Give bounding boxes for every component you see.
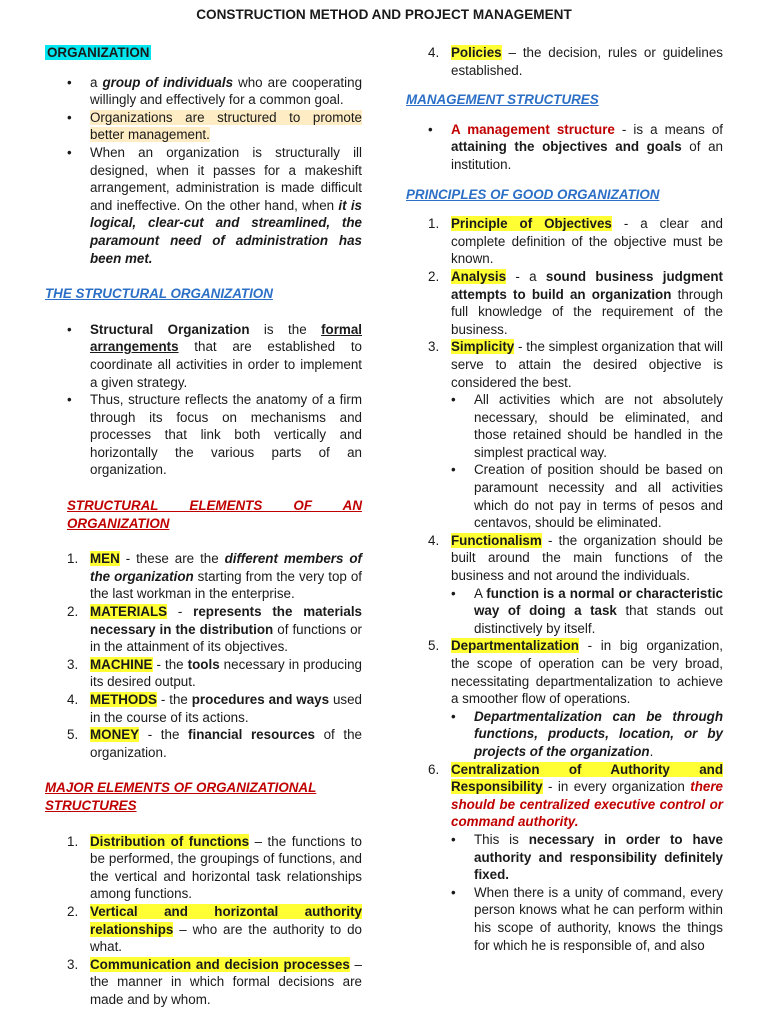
bullet-icon: • — [67, 392, 72, 408]
list-item: 4. Functionalism - the organization should be built around the main functions of the business and not around the individuals. — [428, 532, 723, 584]
simplicity-sub-bullets — [406, 391, 723, 532]
list-item: • Structural Organization is the formal arrangements that are established to coordinate all activities in order to implement a given strategy. — [67, 321, 362, 390]
right-column — [406, 44, 723, 954]
section-heading-principles: PRINCIPLES OF GOOD ORGANIZATION — [406, 186, 660, 202]
section-heading-major-elements: MAJOR ELEMENTS OF ORGANIZATIONAL STRUCTURES — [45, 780, 317, 813]
major-elements-list — [45, 833, 362, 1009]
section-heading-structural-elements: STRUCTURAL ELEMENTS OF AN ORGANIZATION — [67, 498, 362, 531]
section-heading-management-structures: MANAGEMENT STRUCTURES — [406, 92, 599, 108]
list-item: 6. Centralization of Authority and Responsibility - in every organization there should be centralized executive control or command authority. — [428, 761, 723, 830]
list-item: • A management structure - is a means of attaining the objectives and goals of an institution. — [428, 121, 723, 172]
section-heading-structural-organization: THE STRUCTURAL ORGANIZATION — [45, 286, 273, 302]
list-item: • a group of individuals who are cooperating willingly and effectively for a common goal. — [67, 74, 363, 108]
bullet-icon: • — [67, 109, 72, 125]
left-column — [45, 44, 362, 1009]
section-heading-organization: ORGANIZATION — [47, 45, 150, 60]
list-item: 1. MEN - these are the different members of the organization starting from the very top of the last workman in the enterprise. — [67, 551, 363, 602]
bullet-icon: • — [451, 831, 456, 847]
list-item: 4. Policies – the decision, rules or guidelines established. — [428, 45, 723, 78]
departmentalization-sub-bullets — [406, 708, 723, 761]
list-item: 2. MATERIALS - represents the materials necessary in the distribution of functions or in the attainment of its objectives. — [67, 604, 362, 655]
list-item: 2. Vertical and horizontal authority relationships – who are the authority to do what. — [67, 903, 362, 955]
principles-list — [406, 215, 723, 391]
management-structures-bullets — [406, 121, 723, 174]
list-item: 3. Communication and decision processes – the manner in which formal decisions are made and by whom. — [67, 956, 363, 1007]
bullet-icon: • — [428, 121, 433, 137]
centralization-sub-bullets — [406, 831, 723, 954]
list-item: • Organizations are structured to promote better management. — [67, 109, 362, 143]
list-item: • All activities which are not absolutely necessary, should be eliminated, and those retained should be handled in the simplest practical way. — [451, 392, 723, 460]
list-item: 1. Principle of Objectives - a clear and complete definition of the objective must be known. — [428, 216, 723, 267]
list-item: • A function is a normal or characteristic way of doing a task that stands out distinctively by itself. — [451, 585, 723, 636]
bullet-icon: • — [67, 144, 72, 160]
organization-bullets — [45, 74, 362, 268]
bullet-icon: • — [451, 392, 456, 408]
list-item: 4. METHODS - the procedures and ways used in the course of its actions. — [67, 692, 362, 725]
structural-organization-bullets — [45, 321, 362, 479]
list-item: 3. Simplicity - the simplest organization that will serve to attain the desired objective is considered the best. — [428, 339, 723, 390]
list-item: 5. Departmentalization - in big organization, the scope of operation can be very broad, necessitating departmentalization to achieve a smoother flow of operations. — [428, 638, 723, 707]
list-item: • When an organization is structurally ill designed, when it passes for a makeshift arrangement, administration is made difficult and ineffective. On the other hand, when it is logical, clear-cut and streamlined, the paramount need of administration has been met. — [67, 144, 362, 266]
list-item: • When there is a unity of command, every person knows what he can perform within his scope of authority, knows the things for which he is responsible of, and also — [451, 884, 723, 953]
list-item: 5. MONEY - the financial resources of the organization. — [67, 727, 362, 760]
list-item: • Departmentalization can be through functions, products, location, or by projects of the organization. — [451, 708, 723, 759]
list-item: 3. MACHINE - the tools necessary in producing its desired output. — [67, 656, 362, 690]
functionalism-sub-bullets — [406, 585, 723, 638]
bullet-icon: • — [451, 585, 456, 601]
structural-elements-list — [45, 550, 362, 761]
bullet-icon: • — [451, 884, 456, 900]
major-elements-list-continued — [406, 44, 723, 79]
bullet-icon: • — [67, 321, 72, 337]
bullet-icon: • — [451, 462, 456, 478]
list-item: 1. Distribution of functions – the functions to be performed, the groupings of functions, and the vertical and horizontal task relationships among functions. — [67, 833, 362, 902]
bullet-icon: • — [67, 74, 72, 90]
list-item: • Creation of position should be based on paramount necessity and all activities which do not pay in terms of pesos and centavos, should be eliminated. — [451, 462, 723, 531]
list-item: 2. Analysis - a sound business judgment attempts to build an organization through full knowledge of the requirement of the business. — [428, 268, 724, 337]
list-item: • Thus, structure reflects the anatomy of a firm through its focus on mechanisms and processes that link both vertically and horizontally the various parts of an organization. — [67, 392, 362, 478]
list-item: • This is necessary in order to have authority and responsibility definitely fixed. — [451, 831, 723, 883]
page-title: CONSTRUCTION METHOD AND PROJECT MANAGEMENT — [196, 7, 572, 22]
bullet-icon: • — [451, 708, 456, 724]
